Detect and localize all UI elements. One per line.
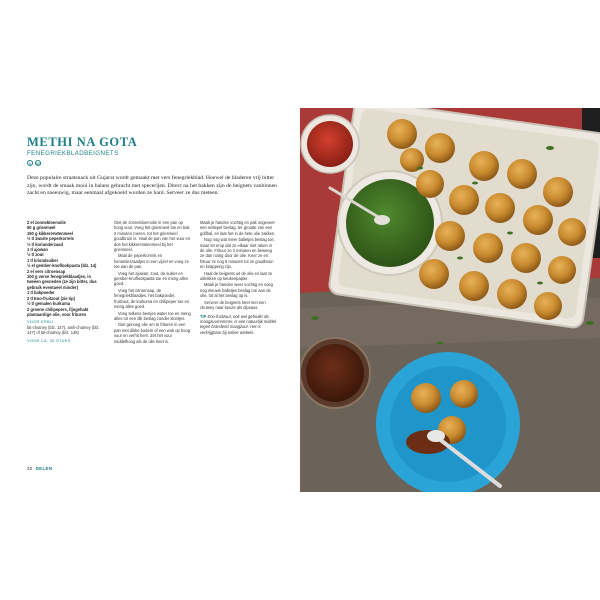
serve-label: VOOR ERBIJ — [27, 319, 54, 325]
ingredient-item: ½ tl zout — [27, 252, 44, 258]
method-column-1 — [114, 220, 191, 345]
recipe-intro: Deze populaire straatsnack uit Gujarat wordt gemaakt met vers fenegriekblad. Hoewel de bladeren vrij bitter zijn, wordt de smaak mooi in balans gebracht met specerijen. Direct na het bakken zijn de beignets vanbinnen zacht en sneeuwig, maar eenmaal afgekoeld worden ze hard. Serveer ze dus meteen. — [27, 175, 278, 197]
ingredient-item: ½ el gember-knoflookpasta (blz. 14) — [27, 263, 97, 269]
ingredient-item: 2 groene chilipepers, fijngehakt — [27, 306, 89, 312]
method-step: Nog nog wat meer balletjes beslag toe, maar let erop dat ze elkaar niet raken in de olie. Frituur ze 2 minuten en beweeg ze dan rustig door de olie. Keer ze en frituur ze nog 5 minuten tot ze goudbruin en knapperig zijn. — [200, 237, 275, 270]
method-step: Maal de peperkorrels en korianderzaadjes in een vijzel en voeg ze toe aan de pan. — [114, 253, 189, 270]
ingredient-item: ½ tl zwarte peperkorrels — [27, 236, 74, 242]
method-step: Maak je handen weer vochtig en voeg nog nieuwe balletjes beslag toe aan de olie, tot al het beslag op is. — [200, 282, 273, 299]
red-chutney — [307, 121, 353, 167]
recipe-header — [27, 136, 277, 198]
method-step: Voeg het ajowan, zout, de suiker en gember-knoflookpasta toe en meng alles goed. — [114, 270, 188, 287]
ingredient-item: 2 el zonnebloemolie — [27, 220, 66, 225]
recipe-title: METHI NA GOTA — [27, 135, 138, 149]
recipe-subtitle: FENEGRIEKBLADBEIGNETS — [27, 150, 119, 157]
ingredient-item: 50 g griesmeel — [27, 225, 56, 231]
ingredient-item: ½ tl korianderzaad — [27, 241, 63, 247]
section-name: DELEN — [35, 466, 53, 471]
ingredient-list — [27, 220, 105, 345]
vegan-badge: VG — [36, 162, 42, 166]
ingredient-item: 1 tl kristalsuiker — [27, 257, 59, 263]
ingredient-item: plantaardige olie, voor frituren — [27, 311, 87, 317]
ingredient-item: ½ tl gemalen kurkuma — [27, 301, 71, 307]
ingredient-item: 2 tl Eno-fruitzout (zie tip) — [27, 295, 75, 301]
tamarind-chutney — [306, 344, 364, 402]
yield-label: VOOR CA. 35 STUKS — [27, 337, 71, 343]
vegetarian-badge: V — [28, 162, 32, 166]
recipe-columns — [27, 220, 277, 345]
serve-items: bit-chutney (blz. 147), amli-chutney (blz. 147) of lal-chutney (blz. 148) — [27, 324, 100, 336]
plate-fritter — [450, 380, 478, 408]
method-step: Maak je handen vochtig en pak ongeveer een eetlepel beslag, ter grootte van een golfbal, en laat het in de hete olie zakken. — [200, 220, 276, 236]
plate-fritter — [411, 383, 441, 413]
method-step: Voeg het citroensap, de fenegriekblaadjes, het bakpoeder, fruitzout, de kurkuma en chilipeper toe en meng alles goed. — [114, 287, 190, 310]
ingredient-item: 1 tl ajowan — [27, 247, 48, 253]
food-photo-illustration — [300, 108, 600, 492]
ingredient-item: 1 tl bakpoeder — [27, 290, 55, 296]
ingredient-item: 2 el vers citroensap — [27, 268, 66, 274]
ingredient-item: 150 g kikkererwtenmeel — [27, 230, 73, 236]
method-step: Haal de beignets uit de olie en laat ze uitlekken op keukenpapier. — [200, 270, 273, 282]
page-footer — [27, 466, 52, 471]
tip-text: Eno-fruitzout, ook wel gebruikt als maagzuurremmer, is een natuurlijk middel tegen brandend maagzuur. Het is verkrijgbaar bij online winkels. — [200, 313, 276, 335]
method-step: Giet de zonnebloemolie in een pan op hoog vuur. Voeg het griesmeel toe en bak 2 minuten roeren, tot het griesmeel goudbruin is. Haal de pan van het vuur en doe het kikkererwtenmeel bij het griesmeel. — [114, 220, 191, 253]
method-step: Voeg telkens beetjes water toe en meng alles tot een dik beslag zonder klontjes. — [114, 310, 191, 321]
diet-badges — [27, 160, 277, 166]
method-step: Serveer de beignets heet met een chutney naar keuze als dipsaus. — [200, 299, 266, 311]
method-column-2 — [200, 220, 277, 345]
tip — [200, 314, 277, 336]
method-step: Giet genoeg olie om te frituren in een pan met dikke bodem of een wok op hoog vuur en verhit hem. Zet het vuur middelhoog als de olie heet is. — [114, 322, 191, 344]
ingredient-item: 100 g verse fenegriekblaadjes, in twee̋en gesneden (ze zijn bitter, dus gebruik eventueel minder) — [27, 274, 97, 290]
tip-label: TIP — [200, 313, 207, 319]
page-number: 32 — [27, 466, 33, 471]
food-photo — [300, 108, 600, 492]
